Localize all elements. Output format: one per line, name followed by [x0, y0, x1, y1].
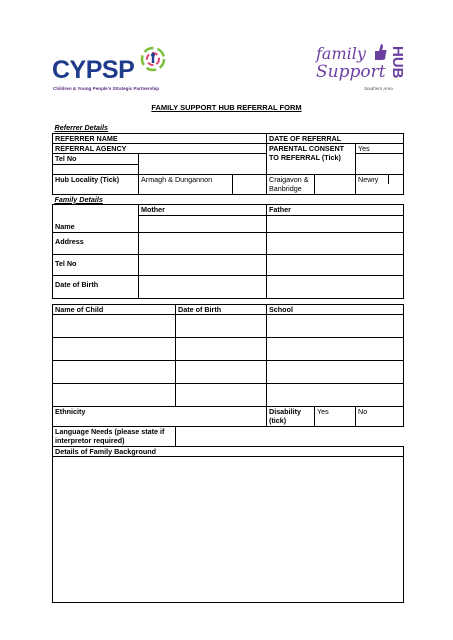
- family-background-label: Details of Family Background: [53, 446, 404, 456]
- parent-dob-label: Date of Birth: [53, 275, 139, 298]
- mother-dob-field[interactable]: [139, 275, 267, 298]
- referral-agency-label: REFERRAL AGENCY: [53, 143, 267, 153]
- hub-locality-label: Hub Locality (Tick): [53, 174, 139, 194]
- logo-support-text: Support: [316, 62, 386, 82]
- child-dob-header: Date of Birth: [176, 304, 267, 314]
- tel-no-label: Tel No: [53, 154, 139, 164]
- child-name-field[interactable]: [53, 383, 176, 406]
- child-dob-field[interactable]: [176, 360, 267, 383]
- form-title: FAMILY SUPPORT HUB REFERRAL FORM: [151, 103, 302, 112]
- child-school-field[interactable]: [267, 314, 404, 337]
- language-needs-label: Language Needs (please state if interpretor required): [53, 426, 176, 446]
- family-support-hub-logo: [312, 42, 412, 98]
- disability-yes-cell[interactable]: Yes: [315, 406, 356, 426]
- locality-armagh: Armagh & Dungannon: [139, 174, 233, 194]
- parent-tel-label: Tel No: [53, 254, 139, 275]
- locality-armagh-tick[interactable]: [233, 174, 267, 194]
- table-row: [53, 143, 404, 153]
- cypsp-logo: [52, 44, 170, 96]
- referrer-tel-field[interactable]: [139, 154, 267, 174]
- name-label: Name: [53, 205, 139, 232]
- mother-name-field[interactable]: [139, 215, 267, 232]
- father-name-field[interactable]: [267, 215, 404, 232]
- cypsp-tagline: Children & Young People's Strategic Partnership: [53, 86, 160, 91]
- child-name-field[interactable]: [53, 337, 176, 360]
- cypsp-logo-text: CYPSP: [52, 56, 135, 84]
- table-row: [53, 174, 404, 194]
- table-row: [53, 123, 404, 133]
- table-row: [53, 232, 404, 254]
- table-row: [53, 133, 404, 143]
- family-background-field[interactable]: [53, 457, 404, 603]
- child-dob-field[interactable]: [176, 337, 267, 360]
- table-row: [53, 446, 404, 456]
- address-label: Address: [53, 232, 139, 254]
- table-row: [53, 457, 404, 603]
- table-row: [53, 314, 404, 337]
- locality-newry: Newry: [358, 174, 379, 184]
- school-header: School: [267, 304, 404, 314]
- ethnicity-label: Ethnicity: [53, 406, 267, 426]
- child-school-field[interactable]: [267, 337, 404, 360]
- consent-yes-tick[interactable]: [356, 154, 404, 174]
- child-name-field[interactable]: [53, 314, 176, 337]
- referral-form-table: [52, 123, 404, 603]
- table-row: [53, 205, 404, 215]
- referrer-name-label: REFERRER NAME: [53, 133, 267, 143]
- table-row: [53, 194, 404, 204]
- logo-area-text: Southern Area: [364, 86, 393, 91]
- logo-hub-text: HUB: [389, 46, 406, 79]
- name-of-child-header: Name of Child: [53, 304, 176, 314]
- referrer-details-heading: Referrer Details: [54, 123, 109, 132]
- table-row: [53, 406, 404, 426]
- table-row: [53, 304, 404, 314]
- child-school-field[interactable]: [267, 383, 404, 406]
- blank-cell: [53, 164, 139, 174]
- consent-yes-cell[interactable]: Yes: [356, 143, 404, 153]
- locality-craigavon: Craigavon & Banbridge: [267, 174, 315, 194]
- father-header: Father: [267, 205, 404, 215]
- table-row: [53, 275, 404, 298]
- thumbs-up-icon: [372, 42, 388, 62]
- parental-consent-label: PARENTAL CONSENT TO REFERRAL (Tick): [267, 143, 356, 174]
- father-dob-field[interactable]: [267, 275, 404, 298]
- child-dob-field[interactable]: [176, 383, 267, 406]
- disability-no-cell[interactable]: No: [356, 406, 404, 426]
- locality-craigavon-tick[interactable]: [315, 174, 356, 194]
- child-name-field[interactable]: [53, 360, 176, 383]
- date-of-referral-label: DATE OF REFERRAL: [267, 133, 404, 143]
- table-row: [53, 426, 404, 446]
- disability-label: Disability (tick): [267, 406, 315, 426]
- logo-family-text: family: [316, 44, 366, 63]
- cypsp-figures-icon: [138, 44, 168, 74]
- table-row: [53, 360, 404, 383]
- mother-header: Mother: [139, 205, 267, 215]
- table-row: [53, 337, 404, 360]
- table-row: [53, 383, 404, 406]
- mother-address-field[interactable]: [139, 232, 267, 254]
- child-dob-field[interactable]: [176, 314, 267, 337]
- father-address-field[interactable]: [267, 232, 404, 254]
- child-school-field[interactable]: [267, 360, 404, 383]
- table-row: [53, 254, 404, 275]
- mother-tel-field[interactable]: [139, 254, 267, 275]
- family-details-heading: Family Details: [54, 194, 103, 204]
- father-tel-field[interactable]: [267, 254, 404, 275]
- locality-newry-tick[interactable]: [388, 175, 403, 184]
